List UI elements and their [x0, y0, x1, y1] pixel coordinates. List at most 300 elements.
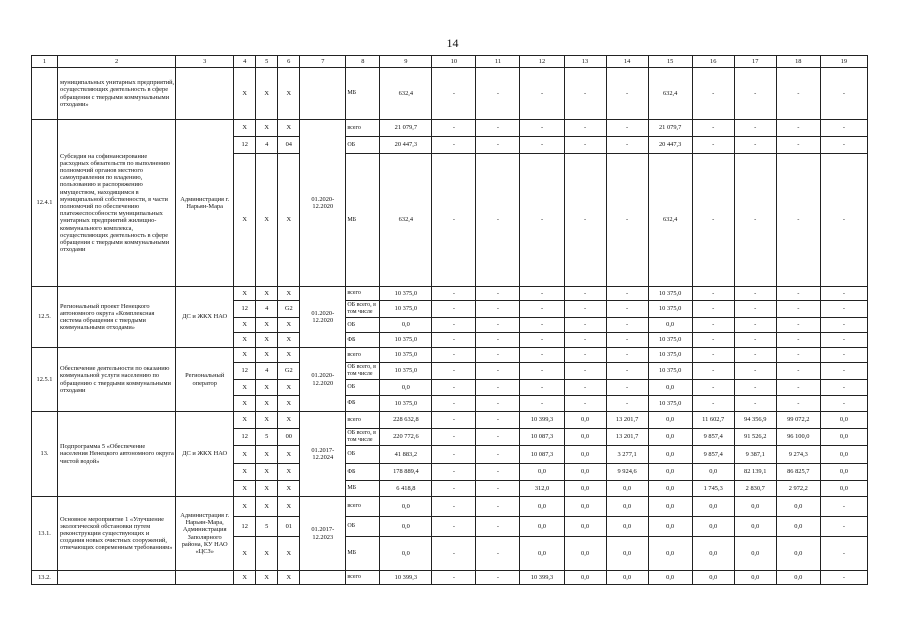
value-cell: -: [432, 537, 476, 571]
code-cell: 04: [278, 137, 300, 154]
value-cell: 0,0: [520, 517, 564, 537]
code-cell: X: [256, 446, 278, 464]
value-cell: -: [564, 301, 606, 318]
value-cell: 0,0: [380, 537, 432, 571]
value-cell: -: [820, 348, 867, 363]
value-cell: -: [820, 380, 867, 396]
period-cell: 01.2020-12.2020: [300, 348, 346, 412]
value-cell: -: [820, 396, 867, 412]
value-cell: 0,0: [564, 464, 606, 481]
value-cell: -: [476, 137, 520, 154]
column-header: 6: [278, 56, 300, 68]
row-number-cell: 12.5.1: [32, 348, 58, 412]
source-cell: всего: [346, 497, 380, 517]
value-cell: -: [734, 333, 776, 348]
value-cell: -: [734, 396, 776, 412]
value-cell: 13 201,7: [606, 429, 648, 446]
value-cell: 0,0: [820, 412, 867, 429]
value-cell: -: [432, 497, 476, 517]
value-cell: -: [734, 287, 776, 301]
value-cell: -: [692, 348, 734, 363]
value-cell: -: [734, 318, 776, 333]
value-cell: -: [432, 571, 476, 585]
value-cell: -: [520, 120, 564, 137]
code-cell: X: [234, 120, 256, 137]
executor-cell: ДС и ЖКХ НАО: [176, 287, 234, 348]
code-cell: 12: [234, 137, 256, 154]
value-cell: -: [606, 318, 648, 333]
code-cell: X: [234, 537, 256, 571]
code-cell: 12: [234, 517, 256, 537]
empty-cell: [176, 571, 234, 585]
value-cell: -: [776, 120, 820, 137]
value-cell: -: [776, 318, 820, 333]
value-cell: -: [820, 517, 867, 537]
column-header: 12: [520, 56, 564, 68]
value-cell: -: [820, 363, 867, 380]
value-cell: -: [692, 396, 734, 412]
column-header: 2: [58, 56, 176, 68]
value-cell: -: [520, 363, 564, 380]
value-cell: 0,0: [734, 497, 776, 517]
value-cell: 2 830,7: [734, 481, 776, 497]
value-cell: -: [734, 137, 776, 154]
value-cell: 0,0: [820, 446, 867, 464]
value-cell: -: [476, 287, 520, 301]
value-cell: 0,0: [692, 517, 734, 537]
period-cell: 01.2020-12.2020: [300, 287, 346, 348]
value-cell: -: [606, 380, 648, 396]
value-cell: 13 201,7: [606, 412, 648, 429]
table-row: [32, 348, 868, 363]
source-cell: ОБ: [346, 517, 380, 537]
column-header: 17: [734, 56, 776, 68]
value-cell: 0,0: [564, 497, 606, 517]
value-cell: 10 087,3: [520, 429, 564, 446]
code-cell: X: [256, 348, 278, 363]
value-cell: -: [476, 68, 520, 120]
value-cell: -: [692, 363, 734, 380]
header-row: [32, 56, 868, 68]
value-cell: 0,0: [648, 481, 692, 497]
value-cell: 0,0: [380, 497, 432, 517]
column-header: 16: [692, 56, 734, 68]
description-cell: Основное мероприятие 1 «Улучшение экологической обстановки путем реконструкции существующих и создания новых очистных сооружений, отвечающих современным требованиям»: [58, 497, 176, 571]
source-cell: всего: [346, 412, 380, 429]
value-cell: 0,0: [734, 571, 776, 585]
code-cell: X: [256, 571, 278, 585]
value-cell: -: [432, 517, 476, 537]
value-cell: 0,0: [564, 571, 606, 585]
value-cell: -: [776, 396, 820, 412]
value-cell: -: [776, 301, 820, 318]
value-cell: -: [692, 154, 734, 287]
code-cell: 5: [256, 429, 278, 446]
value-cell: -: [432, 396, 476, 412]
value-cell: 0,0: [692, 464, 734, 481]
value-cell: -: [564, 333, 606, 348]
value-cell: -: [432, 287, 476, 301]
value-cell: -: [476, 380, 520, 396]
value-cell: -: [734, 380, 776, 396]
value-cell: 10 399,3: [380, 571, 432, 585]
code-cell: 12: [234, 363, 256, 380]
value-cell: 94 356,9: [734, 412, 776, 429]
code-cell: X: [278, 497, 300, 517]
value-cell: 0,0: [606, 537, 648, 571]
code-cell: X: [234, 571, 256, 585]
code-cell: X: [234, 318, 256, 333]
value-cell: 10 375,0: [380, 348, 432, 363]
code-cell: X: [256, 537, 278, 571]
source-cell: ФБ: [346, 333, 380, 348]
code-cell: X: [278, 333, 300, 348]
value-cell: -: [432, 481, 476, 497]
value-cell: -: [476, 318, 520, 333]
value-cell: 0,0: [820, 481, 867, 497]
code-cell: 00: [278, 429, 300, 446]
value-cell: 0,0: [820, 429, 867, 446]
value-cell: -: [606, 333, 648, 348]
value-cell: 10 375,0: [380, 363, 432, 380]
value-cell: 220 772,6: [380, 429, 432, 446]
value-cell: -: [476, 446, 520, 464]
value-cell: 0,0: [648, 464, 692, 481]
description-cell: Подпрограмма 5 «Обеспечение населения Ненецкого автономного округа чистой водой»: [58, 412, 176, 497]
description-cell: Региональный проект Ненецкого автономного округа «Комплексная система обращения с твердыми коммунальными отходами»: [58, 287, 176, 348]
executor-cell: ДС и ЖКХ НАО: [176, 412, 234, 497]
value-cell: -: [606, 154, 648, 287]
code-cell: X: [234, 396, 256, 412]
value-cell: 0,0: [776, 537, 820, 571]
value-cell: 20 447,3: [648, 137, 692, 154]
value-cell: 0,0: [380, 380, 432, 396]
value-cell: -: [692, 318, 734, 333]
value-cell: 10 375,0: [648, 333, 692, 348]
value-cell: -: [432, 137, 476, 154]
source-cell: ОБ: [346, 318, 380, 333]
executor-cell: Региональный оператор: [176, 348, 234, 412]
value-cell: 0,0: [380, 517, 432, 537]
value-cell: -: [820, 287, 867, 301]
value-cell: 10 375,0: [648, 287, 692, 301]
value-cell: 0,0: [820, 464, 867, 481]
value-cell: -: [476, 396, 520, 412]
value-cell: 0,0: [520, 497, 564, 517]
value-cell: 91 526,2: [734, 429, 776, 446]
code-cell: X: [234, 333, 256, 348]
value-cell: -: [432, 154, 476, 287]
value-cell: -: [520, 396, 564, 412]
row-number-cell: 13.1.: [32, 497, 58, 571]
value-cell: -: [606, 301, 648, 318]
value-cell: 9 924,6: [606, 464, 648, 481]
value-cell: -: [734, 154, 776, 287]
code-cell: X: [256, 154, 278, 287]
value-cell: -: [820, 154, 867, 287]
code-cell: X: [256, 318, 278, 333]
value-cell: -: [564, 363, 606, 380]
code-cell: X: [234, 464, 256, 481]
value-cell: -: [820, 137, 867, 154]
code-cell: X: [256, 333, 278, 348]
value-cell: -: [776, 154, 820, 287]
value-cell: -: [520, 287, 564, 301]
value-cell: -: [520, 137, 564, 154]
value-cell: -: [820, 497, 867, 517]
empty-cell: [176, 68, 234, 120]
value-cell: 632,4: [380, 154, 432, 287]
source-cell: ОБ всего, в том числе: [346, 429, 380, 446]
value-cell: 1 745,3: [692, 481, 734, 497]
code-cell: X: [234, 446, 256, 464]
value-cell: -: [432, 301, 476, 318]
source-cell: всего: [346, 348, 380, 363]
value-cell: 3 277,1: [606, 446, 648, 464]
code-cell: X: [278, 380, 300, 396]
code-cell: 5: [256, 517, 278, 537]
value-cell: 632,4: [380, 68, 432, 120]
source-cell: ОБ всего, в том числе: [346, 363, 380, 380]
value-cell: 21 079,7: [380, 120, 432, 137]
value-cell: -: [820, 537, 867, 571]
value-cell: 10 375,0: [648, 301, 692, 318]
description-cell: муниципальных унитарных предприятий, осуществляющих деятельность в сфере обращения с твердыми коммунальными отходами»: [58, 68, 176, 120]
column-header: 9: [380, 56, 432, 68]
value-cell: 99 072,2: [776, 412, 820, 429]
value-cell: 0,0: [648, 517, 692, 537]
value-cell: 0,0: [648, 412, 692, 429]
value-cell: 312,0: [520, 481, 564, 497]
value-cell: -: [476, 464, 520, 481]
column-header: 5: [256, 56, 278, 68]
column-header: 14: [606, 56, 648, 68]
table-row: [32, 497, 868, 517]
value-cell: -: [776, 137, 820, 154]
value-cell: 0,0: [606, 517, 648, 537]
row-number-cell: 13.: [32, 412, 58, 497]
value-cell: 9 387,1: [734, 446, 776, 464]
value-cell: -: [734, 120, 776, 137]
code-cell: X: [278, 464, 300, 481]
period-cell: 01.2020-12.2020: [300, 120, 346, 287]
value-cell: -: [432, 68, 476, 120]
value-cell: -: [520, 348, 564, 363]
value-cell: -: [606, 396, 648, 412]
value-cell: 0,0: [564, 429, 606, 446]
value-cell: 178 889,4: [380, 464, 432, 481]
value-cell: -: [564, 120, 606, 137]
value-cell: -: [606, 363, 648, 380]
value-cell: -: [476, 481, 520, 497]
value-cell: 82 139,1: [734, 464, 776, 481]
value-cell: 10 375,0: [648, 363, 692, 380]
value-cell: 10 375,0: [380, 301, 432, 318]
column-header: 3: [176, 56, 234, 68]
value-cell: -: [820, 120, 867, 137]
value-cell: 0,0: [606, 481, 648, 497]
table-row: [32, 412, 868, 429]
code-cell: X: [278, 412, 300, 429]
value-cell: 0,0: [564, 412, 606, 429]
value-cell: -: [476, 333, 520, 348]
value-cell: -: [606, 68, 648, 120]
code-cell: X: [256, 464, 278, 481]
value-cell: -: [564, 154, 606, 287]
code-cell: X: [278, 287, 300, 301]
empty-cell: [58, 571, 176, 585]
code-cell: X: [278, 396, 300, 412]
value-cell: 0,0: [648, 571, 692, 585]
value-cell: -: [432, 412, 476, 429]
value-cell: -: [820, 68, 867, 120]
code-cell: X: [256, 481, 278, 497]
value-cell: -: [520, 333, 564, 348]
value-cell: -: [820, 333, 867, 348]
value-cell: 0,0: [606, 497, 648, 517]
source-cell: всего: [346, 287, 380, 301]
code-cell: X: [234, 68, 256, 120]
value-cell: -: [432, 318, 476, 333]
page-number: 14: [446, 36, 459, 50]
value-cell: 10 375,0: [380, 396, 432, 412]
value-cell: -: [776, 348, 820, 363]
value-cell: -: [606, 120, 648, 137]
value-cell: -: [520, 301, 564, 318]
value-cell: -: [776, 333, 820, 348]
code-cell: X: [278, 348, 300, 363]
table-row: [32, 287, 868, 301]
value-cell: 0,0: [564, 517, 606, 537]
code-cell: X: [278, 571, 300, 585]
source-cell: МБ: [346, 537, 380, 571]
value-cell: 0,0: [648, 446, 692, 464]
empty-cell: [32, 68, 58, 120]
value-cell: -: [692, 68, 734, 120]
value-cell: 20 447,3: [380, 137, 432, 154]
executor-cell: Администрация г. Нарьян-Мара: [176, 120, 234, 287]
value-cell: -: [476, 120, 520, 137]
column-header: 13: [564, 56, 606, 68]
table-row: [32, 120, 868, 137]
code-cell: X: [256, 380, 278, 396]
code-cell: 01: [278, 517, 300, 537]
value-cell: -: [476, 517, 520, 537]
code-cell: X: [278, 68, 300, 120]
value-cell: 10 399,3: [520, 412, 564, 429]
value-cell: -: [432, 363, 476, 380]
table-row: [32, 571, 868, 585]
value-cell: -: [734, 348, 776, 363]
value-cell: -: [476, 301, 520, 318]
value-cell: -: [692, 301, 734, 318]
column-header: 11: [476, 56, 520, 68]
source-cell: ОБ всего, в том числе: [346, 301, 380, 318]
empty-cell: [300, 571, 346, 585]
column-header: 19: [820, 56, 867, 68]
value-cell: 0,0: [380, 318, 432, 333]
code-cell: X: [234, 412, 256, 429]
column-header: 8: [346, 56, 380, 68]
period-cell: 01.2017-12.2023: [300, 497, 346, 571]
value-cell: -: [432, 348, 476, 363]
value-cell: -: [476, 429, 520, 446]
value-cell: 632,4: [648, 68, 692, 120]
code-cell: X: [234, 481, 256, 497]
column-header: 18: [776, 56, 820, 68]
source-cell: ОБ: [346, 137, 380, 154]
value-cell: -: [734, 363, 776, 380]
code-cell: 12: [234, 301, 256, 318]
value-cell: 0,0: [648, 429, 692, 446]
code-cell: X: [278, 154, 300, 287]
value-cell: -: [734, 301, 776, 318]
value-cell: -: [432, 380, 476, 396]
executor-cell: Администрация г. Нарьян-Мара, Администрация Заполярного района, КУ НАО «ЦСЗ»: [176, 497, 234, 571]
value-cell: 0,0: [520, 464, 564, 481]
value-cell: 0,0: [692, 537, 734, 571]
value-cell: 96 100,0: [776, 429, 820, 446]
source-cell: МБ: [346, 481, 380, 497]
value-cell: 0,0: [648, 497, 692, 517]
value-cell: 10 375,0: [648, 396, 692, 412]
value-cell: 10 375,0: [380, 333, 432, 348]
value-cell: -: [520, 68, 564, 120]
code-cell: 4: [256, 301, 278, 318]
column-header: 4: [234, 56, 256, 68]
code-cell: X: [256, 412, 278, 429]
source-cell: ОБ: [346, 380, 380, 396]
value-cell: 0,0: [692, 497, 734, 517]
description-cell: Субсидия на софинансирование расходных обязательств по выполнению полномочий органов местного самоуправления по владению, пользованию и распоряжению имуществом, находящимся в муниципальной собственности, в части полномочий по обеспечению платежеспособности муниципальных унитарных предприятий жилищно-коммунального комплекса, осуществляющих деятельность в сфере обращения с твердыми коммунальными отходами: [58, 120, 176, 287]
value-cell: 0,0: [606, 571, 648, 585]
value-cell: -: [432, 120, 476, 137]
code-cell: X: [234, 348, 256, 363]
value-cell: -: [692, 333, 734, 348]
value-cell: -: [692, 137, 734, 154]
value-cell: 0,0: [648, 380, 692, 396]
value-cell: 0,0: [564, 537, 606, 571]
value-cell: -: [820, 318, 867, 333]
row-number-cell: 13.2.: [32, 571, 58, 585]
description-cell: Обеспечение деятельности по оказанию коммунальной услуги населению по обращению с твердыми коммунальными отходами: [58, 348, 176, 412]
value-cell: 10 375,0: [380, 287, 432, 301]
code-cell: X: [256, 68, 278, 120]
value-cell: -: [606, 348, 648, 363]
value-cell: 10 399,3: [520, 571, 564, 585]
code-cell: 12: [234, 429, 256, 446]
value-cell: -: [606, 137, 648, 154]
value-cell: -: [476, 363, 520, 380]
value-cell: 0,0: [776, 571, 820, 585]
empty-cell: [300, 68, 346, 120]
code-cell: X: [256, 120, 278, 137]
period-cell: 01.2017-12.2024: [300, 412, 346, 497]
value-cell: -: [734, 68, 776, 120]
code-cell: X: [256, 497, 278, 517]
code-cell: X: [278, 318, 300, 333]
column-header: 10: [432, 56, 476, 68]
value-cell: -: [432, 429, 476, 446]
value-cell: -: [564, 348, 606, 363]
value-cell: -: [476, 571, 520, 585]
value-cell: 0,0: [692, 571, 734, 585]
value-cell: -: [776, 363, 820, 380]
value-cell: 0,0: [734, 517, 776, 537]
value-cell: 228 632,8: [380, 412, 432, 429]
row-number-cell: 12.4.1: [32, 120, 58, 287]
code-cell: X: [234, 287, 256, 301]
